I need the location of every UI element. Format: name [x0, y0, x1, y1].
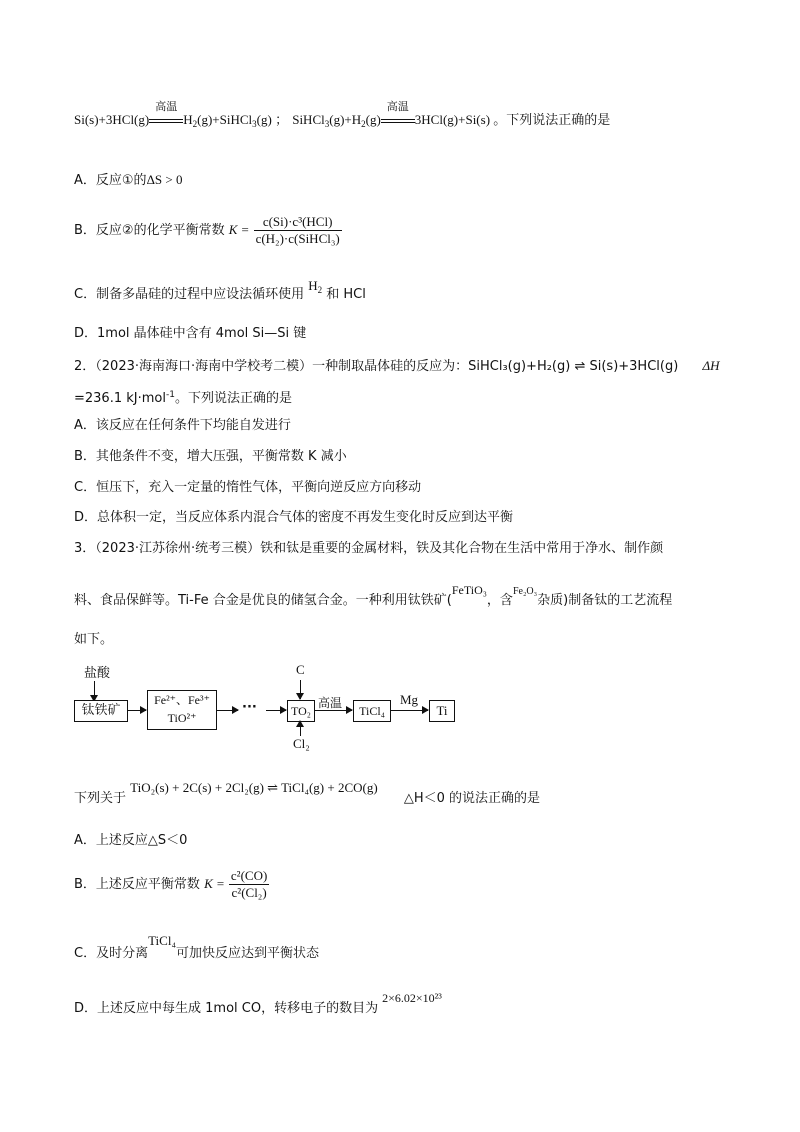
- eq2-lhs-d: (g): [365, 112, 381, 127]
- q2-stem-text: 2．（2023·海南海口·海南中学校考二模）一种制取晶体硅的反应为：SiHCl₃(g)+H₂(g) ⇌ Si(s)+3HCl(g): [74, 359, 679, 374]
- q2-delta-h: ΔH: [702, 358, 720, 373]
- flow-acid-arrow: [94, 681, 95, 701]
- eq1-rhs-end: (g): [256, 112, 272, 127]
- eq2-condition: [381, 101, 415, 128]
- eq1-rhs: H: [183, 112, 193, 127]
- q3-option-d-text: D．上述反应中每生成 1mol CO，转移电子的数目为: [74, 1001, 379, 1016]
- flow-chlorine-arrow: [300, 721, 301, 736]
- q1-option-c-h: H: [308, 278, 318, 293]
- q2-enthalpy-exponent: -1: [165, 390, 175, 400]
- q2-option-c: C．恒压下，充入一定量的惰性气体，平衡向逆反应方向移动: [74, 480, 422, 495]
- q3-stem-line-2-a: 料、食品保鲜等。Ti-Fe 合金是优良的储氢合金。一种利用钛铁矿(: [74, 593, 452, 608]
- q3-stem-line-3: 如下。: [74, 632, 114, 647]
- q1-option-b-denominator: c(H₂)·c(SiHCl₃): [255, 231, 340, 246]
- eq1-condition: [149, 101, 183, 128]
- eq2-lhs-b: (g)+: [329, 112, 352, 127]
- flow-magnesium-label: Mg: [400, 692, 419, 707]
- q1-option-c-sub: 2: [317, 285, 323, 295]
- q1-option-c-text: C．制备多晶硅的过程中应设法循环使用: [74, 287, 305, 302]
- q3-about-prefix: 下列关于: [74, 791, 127, 806]
- flow-tio2-text: TO₂: [291, 704, 311, 718]
- q1-separator: ；: [275, 113, 289, 128]
- q2-option-b: B．其他条件不变，增大压强，平衡常数 K 减小: [74, 449, 347, 464]
- q1-option-c-suffix: 和 HCl: [326, 287, 366, 302]
- flow-arrow-5: [390, 710, 428, 711]
- eq1-cond-text: 高温: [155, 101, 178, 113]
- eq2-lhs-a: SiHCl: [292, 112, 325, 127]
- q1-option-a-math: ΔS > 0: [146, 172, 183, 187]
- flow-arrow-4: [314, 710, 352, 711]
- q1-option-c-formula: [308, 278, 322, 293]
- flow-chlorine-label: Cl₂: [293, 736, 310, 751]
- q3-option-d-math: 2×6.02×10²³: [382, 991, 442, 1005]
- q2-enthalpy-value: =236.1 kJ·mol: [74, 391, 166, 406]
- flow-box-ilmenite: [74, 700, 128, 722]
- q1-stem-line: [74, 101, 611, 132]
- eq1-rhs-sub2: 3: [252, 119, 257, 129]
- flow-box-ions: [147, 690, 217, 730]
- q3-stem-line-2: [74, 583, 673, 610]
- flow-ellipsis: ···: [242, 700, 257, 715]
- q3-option-c-formula: TiCl₄: [148, 933, 176, 948]
- flow-arrow-2: [216, 710, 238, 711]
- eq2-rhs: 3HCl(g)+Si(s): [414, 112, 491, 127]
- q3-option-a: A．上述反应△S＜0: [74, 833, 188, 848]
- q3-stem-line-2-b: ，含: [486, 593, 513, 608]
- q3-stem-line-2-c: 杂质)制备钛的工艺流程: [537, 593, 673, 608]
- q2-stem-line-1: [74, 358, 719, 375]
- eq2-lhs-sub: 3: [324, 119, 330, 129]
- q2-option-a: A．该反应在任何条件下均能自发进行: [74, 418, 291, 433]
- q3-option-c-suffix: 可加快反应达到平衡状态: [176, 946, 320, 961]
- q3-formula-fe2o3: Fe₂O₃: [512, 586, 538, 597]
- process-flow-diagram: [70, 662, 470, 792]
- q3-option-b: [74, 868, 269, 901]
- flow-ions-line-2: TiO²⁺: [167, 711, 197, 725]
- flow-high-temperature-label: 高温: [318, 696, 343, 710]
- q3-option-b-k: K =: [204, 876, 225, 891]
- flow-hydrochloric-acid-label: 盐酸: [84, 666, 111, 681]
- flow-ticl4-text: TiCl₄: [359, 704, 385, 718]
- q1-equation-1: [74, 101, 275, 129]
- q1-option-b: [74, 214, 342, 247]
- q3-stem-line-1: 3．（2023·江苏徐州·统考三模）铁和钛是重要的金属材料，铁及其化合物在生活中常用于净水、制作颜: [74, 541, 664, 556]
- q3-option-b-numerator: c²(CO): [230, 868, 268, 883]
- q3-option-b-denominator: c²(Cl₂): [231, 885, 267, 900]
- q1-equation-2: [292, 101, 493, 129]
- q3-about-suffix: △H＜0 的说法正确的是: [403, 791, 541, 806]
- q1-stem-tail: 。下列说法正确的是: [493, 113, 611, 128]
- flow-box-titanium: [429, 700, 455, 722]
- q2-option-d: D．总体积一定，当反应体系内混合气体的密度不再发生变化时反应到达平衡: [74, 510, 514, 525]
- flow-titanium-text: Ti: [436, 703, 448, 718]
- q1-option-b-fraction: [254, 214, 342, 247]
- q3-option-c-text: C．及时分离: [74, 946, 149, 961]
- q1-option-b-text: B．反应②的化学平衡常数: [74, 223, 225, 238]
- q3-question-stem: [74, 780, 541, 807]
- eq2-lhs-sub2: 2: [361, 119, 366, 129]
- eq1-rhs-sub: 2: [192, 119, 198, 129]
- q3-formula-fetio3: FeTiO₃: [451, 583, 487, 597]
- flow-carbon-label: C: [296, 662, 305, 677]
- eq2-cond-text: 高温: [386, 101, 409, 113]
- q3-option-b-fraction: [229, 868, 269, 901]
- q3-option-c: [74, 933, 320, 962]
- q2-stem-tail: 。下列说法正确的是: [174, 391, 292, 406]
- eq2-lhs-c: H: [351, 112, 362, 127]
- flow-ilmenite-text: 钛铁矿: [81, 703, 121, 718]
- flow-arrow-1: [127, 710, 146, 711]
- q1-option-a: [74, 172, 182, 189]
- eq1-lhs: Si(s)+3HCl(g): [74, 112, 150, 127]
- eq1-rhs-rest: (g)+SiHCl: [197, 112, 253, 127]
- q1-option-d: D．1mol 晶体硅中含有 4mol Si—Si 键: [74, 326, 307, 341]
- flow-box-tio2: [287, 700, 315, 722]
- q2-stem-line-2: [74, 387, 292, 407]
- q1-option-a-text: A．反应①的: [74, 173, 147, 188]
- flow-ions-line-1: Fe²⁺、Fe³⁺: [154, 693, 210, 707]
- q3-option-d: [74, 991, 442, 1017]
- q3-option-b-text: B．上述反应平衡常数: [74, 877, 200, 892]
- q1-option-b-k: K =: [228, 222, 250, 237]
- flow-box-ticl4: [353, 700, 391, 722]
- flow-arrow-3: [266, 710, 286, 711]
- flow-carbon-arrow: [300, 680, 301, 699]
- q3-reaction-equation: TiO₂(s) + 2C(s) + 2Cl₂(g) ⇌ TiCl₄(g) + 2CO(g): [130, 780, 378, 795]
- q1-option-b-numerator: c(Si)·c³(HCl): [254, 214, 342, 231]
- q1-option-c: [74, 278, 366, 306]
